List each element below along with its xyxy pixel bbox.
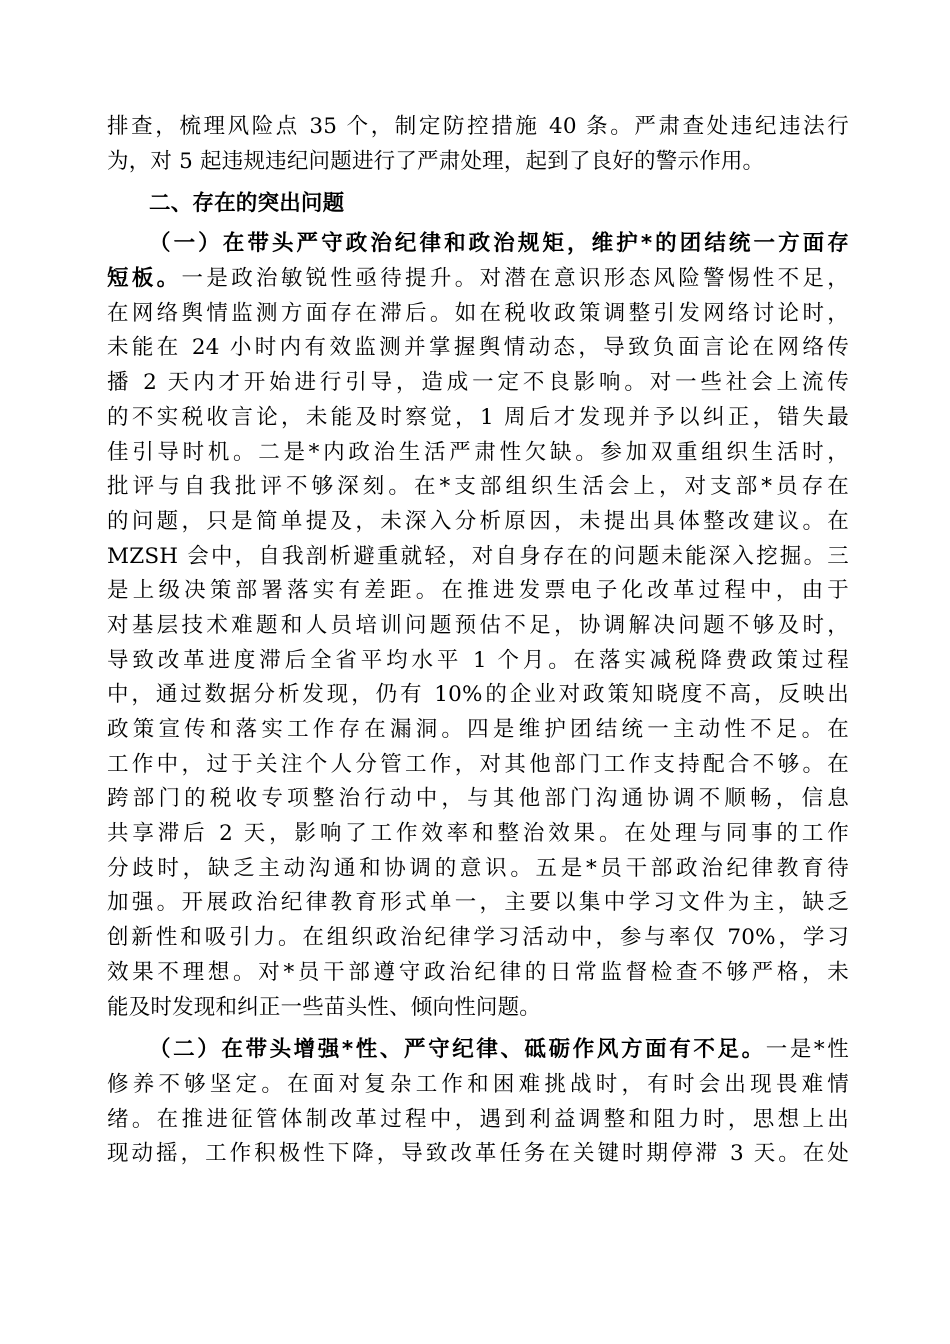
section-heading: 二、存在的突出问题 [149, 191, 345, 217]
para2-line: 修养不够坚定。在面对复杂工作和困难挑战时，有时会出现畏难情 [107, 1071, 849, 1097]
para1-line: 跨部门的税收专项整治行动中，与其他部门沟通协调不顺畅，信息 [107, 786, 849, 812]
para2-heading: （二）在带头增强*性、严守纪律、砥砺作风方面有不足。 [149, 1037, 766, 1063]
para1-line-1 [107, 227, 849, 262]
para1-line-2 [107, 262, 849, 297]
para1-line-last: 能及时发现和纠正一些苗头性、倾向性问题。 [107, 994, 542, 1020]
para1-heading-part2: 短板。 [107, 266, 182, 292]
para2-line: 绪。在推进征管体制改革过程中，遇到利益调整和阻力时，思想上出 [107, 1106, 849, 1132]
para1-line: 效果不理想。对*员干部遵守政治纪律的日常监督检查不够严格，未 [107, 959, 849, 985]
para2-line-1-text: 一是*性 [765, 1037, 849, 1063]
para1-heading-part1: （一）在带头严守政治纪律和政治规矩，维护*的团结统一方面存 [149, 231, 849, 257]
document-page [107, 110, 849, 1172]
para1-line-2-text: 一是政治敏锐性亟待提升。对潜在意识形态风险警惕性不足， [181, 266, 849, 292]
para1-line: 批评与自我批评不够深刻。在*支部组织生活会上，对支部*员存在 [107, 474, 849, 500]
para1-line: MZSH 会中，自我剖析避重就轻，对自身存在的问题未能深入挖掘。三 [107, 543, 849, 569]
para1-line: 的问题，只是简单提及，未深入分析原因，未提出具体整改建议。在 [107, 508, 849, 534]
para1-line: 中，通过数据分析发现，仍有 10%的企业对政策知晓度不高，反映出 [107, 682, 849, 708]
para2-line: 现动摇，工作积极性下降，导致改革任务在关键时期停滞 3 天。在处 [107, 1141, 849, 1167]
para1-line: 工作中，过于关注个人分管工作，对其他部门工作支持配合不够。在 [107, 751, 849, 777]
para1-line: 佳引导时机。二是*内政治生活严肃性欠缺。参加双重组织生活时， [107, 439, 849, 465]
paragraph-gap [107, 1025, 849, 1033]
para1-line: 政策宣传和落实工作存在漏洞。四是维护团结统一主动性不足。在 [107, 717, 849, 742]
para1-line: 的不实税收言论，未能及时察觉，1 周后才发现并予以纠正，错失最 [107, 404, 849, 430]
intro-line-2: 为，对 5 起违规违纪问题进行了严肃处理，起到了良好的警示作用。 [107, 148, 765, 174]
para1-line: 导致改革进度滞后全省平均水平 1 个月。在落实减税降费政策过程 [107, 647, 849, 673]
para1-line: 加强。开展政治纪律教育形式单一，主要以集中学习文件为主，缺乏 [107, 890, 849, 916]
para1-line: 在网络舆情监测方面存在滞后。如在税收政策调整引发网络讨论时， [107, 300, 849, 326]
para1-line: 播 2 天内才开始进行引导，造成一定不良影响。对一些社会上流传 [107, 370, 849, 396]
para1-line: 分歧时，缺乏主动沟通和协调的意识。五是*员干部政治纪律教育待 [107, 855, 849, 881]
para1-line: 对基层技术难题和人员培训问题预估不足，协调解决问题不够及时， [107, 612, 849, 638]
para1-line: 是上级决策部署落实有差距。在推进发票电子化改革过程中，由于 [107, 578, 849, 604]
para1-line: 未能在 24 小时内有效监测并掌握舆情动态，导致负面言论在网络传 [107, 335, 849, 361]
para1-line: 共享滞后 2 天，影响了工作效率和整治效果。在处理与同事的工作 [107, 821, 849, 847]
para1-line: 创新性和吸引力。在组织政治纪律学习活动中，参与率仅 70%，学习 [107, 925, 849, 951]
para2-line-1 [107, 1033, 849, 1068]
intro-line-1: 排查，梳理风险点 35 个，制定防控措施 40 条。严肃查处违纪违法行 [107, 114, 849, 139]
